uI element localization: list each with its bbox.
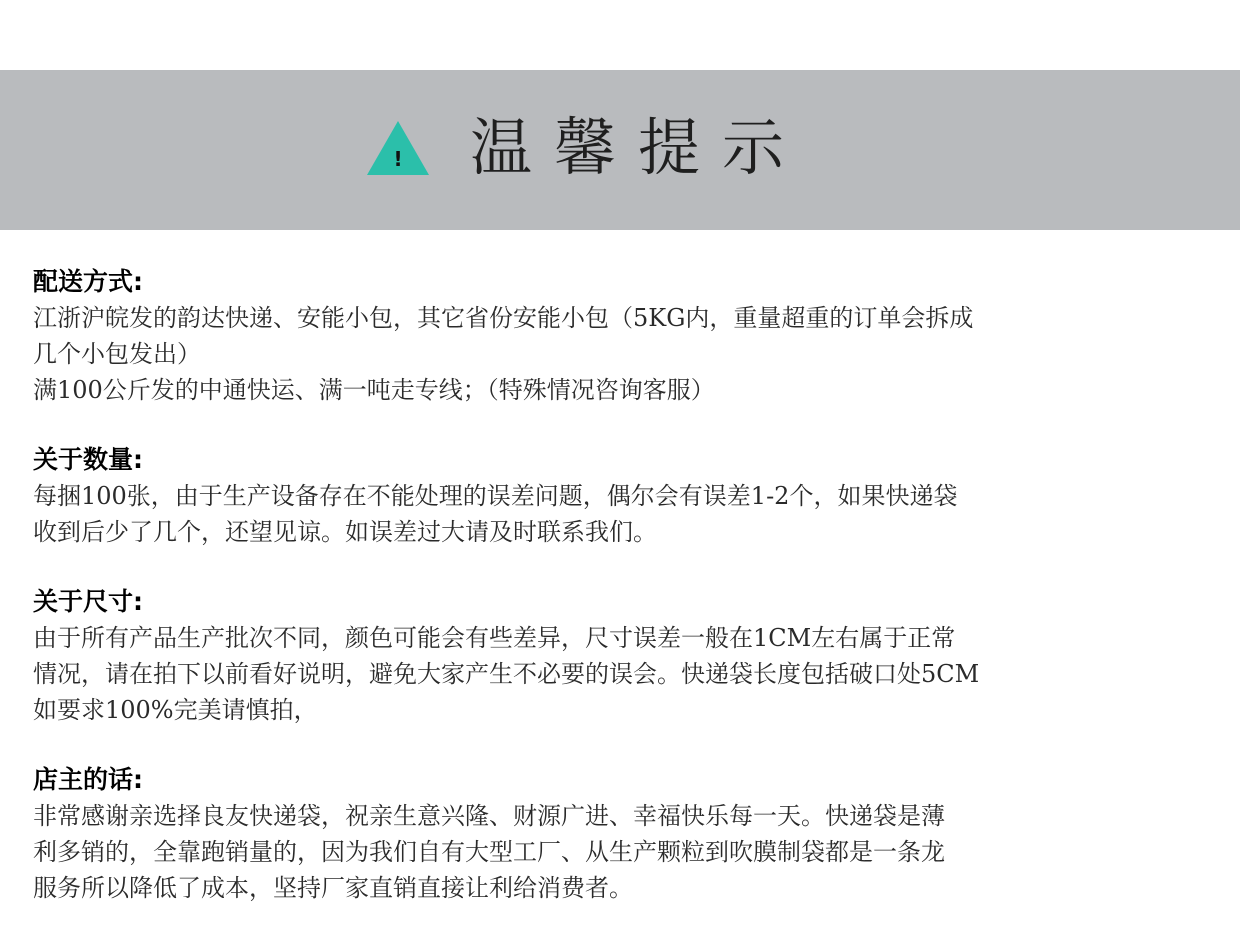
section-title: 关于尺寸: bbox=[33, 587, 143, 616]
section-size bbox=[33, 584, 1218, 728]
section-line: 江浙沪皖发的韵达快递、安能小包，其它省份安能小包（5KG内，重量超重的订单会拆成 bbox=[33, 304, 974, 332]
section-quantity bbox=[33, 442, 1218, 550]
section-line: 服务所以降低了成本，坚持厂家直销直接让利给消费者。 bbox=[33, 874, 633, 902]
section-line: 满100公斤发的中通快运、满一吨走专线；（特殊情况咨询客服） bbox=[33, 376, 715, 404]
section-line: 非常感谢亲选择良友快递袋，祝亲生意兴隆、财源广进、幸福快乐每一天。快递袋是薄 bbox=[33, 802, 945, 830]
warning-mark: ! bbox=[393, 147, 403, 171]
section-line: 每捆100张，由于生产设备存在不能处理的误差问题，偶尔会有误差1-2个，如果快递袋 bbox=[33, 482, 958, 510]
section-owner-note bbox=[33, 762, 1218, 906]
section-line: 几个小包发出） bbox=[33, 340, 201, 368]
section-line: 如要求100%完美请慎拍， bbox=[33, 696, 318, 724]
section-line: 利多销的，全靠跑销量的，因为我们自有大型工厂、从生产颗粒到吹膜制袋都是一条龙 bbox=[33, 838, 945, 866]
section-title: 配送方式: bbox=[33, 267, 143, 296]
warning-triangle-icon bbox=[365, 119, 431, 177]
section-shipping bbox=[33, 264, 1218, 408]
section-title: 店主的话: bbox=[33, 765, 143, 794]
section-title: 关于数量: bbox=[33, 445, 143, 474]
banner-title: 温馨提示 bbox=[470, 111, 807, 184]
section-line: 情况，请在拍下以前看好说明，避免大家产生不必要的误会。快递袋长度包括破口处5CM bbox=[33, 660, 980, 688]
section-line: 收到后少了几个，还望见谅。如误差过大请及时联系我们。 bbox=[33, 518, 657, 546]
notice-content bbox=[33, 264, 1218, 940]
section-line: 由于所有产品生产批次不同，颜色可能会有些差异，尺寸误差一般在1CM左右属于正常 bbox=[33, 624, 956, 652]
